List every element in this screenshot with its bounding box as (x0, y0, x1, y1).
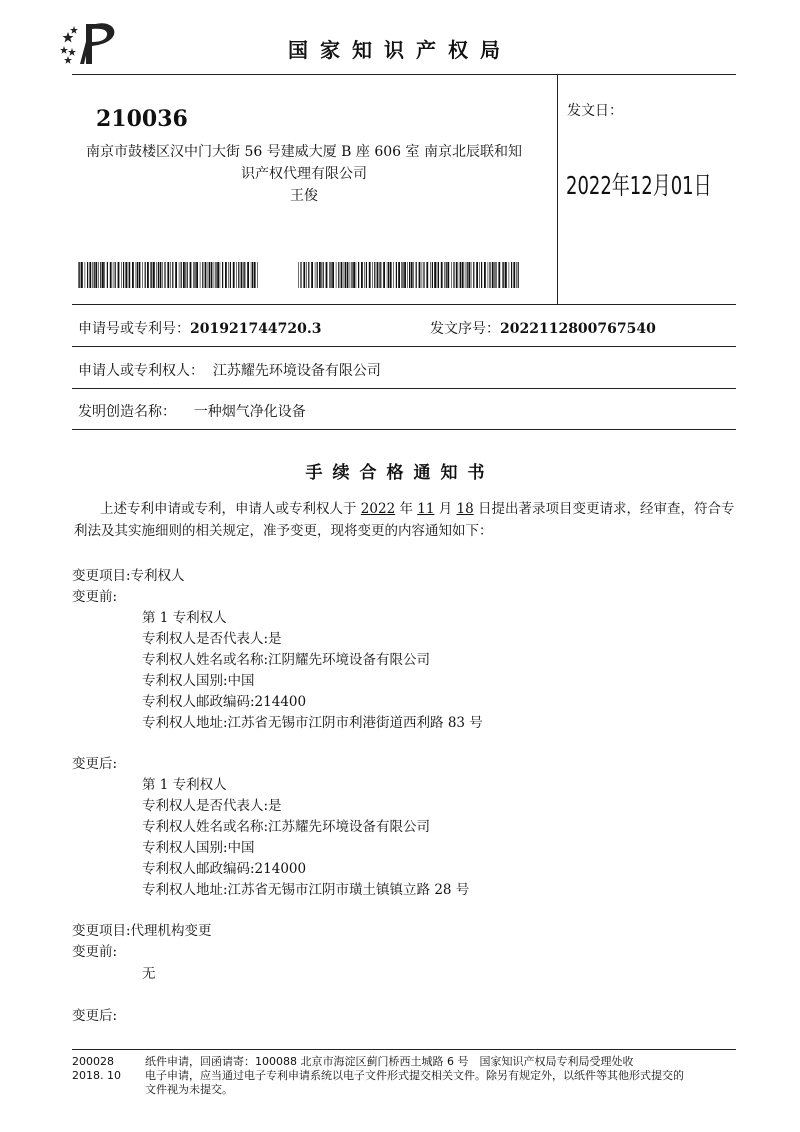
barcode-bar (185, 262, 186, 288)
change-2-after-label: 变更后: (72, 1008, 118, 1024)
barcode-bar (243, 262, 244, 288)
change-1-before-line: 第 1 专利权人 (142, 610, 227, 626)
recipient-name: 王俊 (290, 188, 318, 204)
barcode-bar (495, 262, 496, 288)
change-item-1: 变更项目:专利权人 (72, 568, 185, 584)
barcode-bar (356, 262, 357, 288)
applicant-label: 申请人或专利权人： (78, 363, 204, 379)
barcode-bar (345, 262, 346, 288)
recipient-address (84, 141, 524, 207)
barcode-bar (503, 262, 504, 288)
barcode-bar (79, 262, 80, 288)
barcode-bar (416, 262, 417, 288)
barcode-bar (87, 262, 88, 288)
barcode-bar (214, 262, 215, 288)
barcode-bar (317, 262, 318, 288)
barcode-bar (432, 262, 433, 288)
barcode-bar (361, 262, 363, 288)
barcode-bar (353, 262, 355, 288)
barcode-bar (330, 262, 331, 288)
barcode-bar (162, 262, 163, 288)
barcode-bar (303, 262, 305, 288)
barcode-bar (498, 262, 500, 288)
barcode-bar (202, 262, 203, 288)
barcode-bar (225, 262, 227, 288)
barcode-bar (380, 262, 381, 288)
header-rule (72, 74, 736, 75)
barcode-bar (247, 262, 249, 288)
notice-paragraph (74, 498, 740, 542)
year-unit: 年 (399, 501, 413, 517)
barcode-bar (220, 262, 221, 288)
change-1-before-line: 专利权人地址:江苏省无锡市江阴市利港街道西利路 83 号 (142, 715, 483, 731)
barcode-bar (215, 262, 216, 288)
barcode-bar (205, 262, 207, 288)
barcode-bar (151, 262, 152, 288)
barcode-bar (257, 262, 258, 288)
footer-line-2: 电子申请，应当通过电子专利申请系统以电子文件形式提交相关文件。除另有规定外，以纸件等其他形式提交的 (145, 1069, 684, 1082)
rule-2 (72, 346, 736, 347)
barcode-bar (306, 262, 307, 288)
barcode-bar (193, 262, 194, 288)
barcode-bar (125, 262, 127, 288)
office-title: 国家知识产权局 (288, 38, 512, 62)
barcode-bar (479, 262, 480, 288)
barcode-bar (129, 262, 130, 288)
barcode-bar (513, 262, 515, 288)
barcode-bar (92, 262, 93, 288)
barcode-bar (139, 262, 141, 288)
barcode-bar (467, 262, 468, 288)
barcode-bar (426, 262, 428, 288)
barcode-bar (244, 262, 245, 288)
barcode-bar (321, 262, 322, 288)
footer-line-3: 文件视为未提交。 (145, 1083, 233, 1096)
applicant-value: 江苏耀先环境设备有限公司 (212, 363, 381, 379)
barcode-bar (379, 262, 380, 288)
app-no-row (78, 318, 322, 338)
barcode-bar (153, 262, 155, 288)
barcode-bar (468, 262, 470, 288)
applicant-row (78, 360, 381, 380)
sent-date-label: 发文日： (567, 103, 623, 119)
barcode-bar (228, 262, 229, 288)
barcode-bar (404, 262, 406, 288)
request-month: 11 (417, 501, 435, 517)
barcode-bar (511, 262, 512, 288)
barcode-bar (150, 262, 151, 288)
barcode-bar (441, 262, 443, 288)
barcode-bar (102, 262, 104, 288)
barcode-bar (407, 262, 408, 288)
barcode-bar (170, 262, 171, 288)
rule-1 (72, 304, 736, 305)
barcode-bar (453, 262, 454, 288)
rule-3 (72, 388, 736, 389)
barcode-bar (451, 262, 452, 288)
barcode-bar (147, 262, 149, 288)
barcode-bar (200, 262, 201, 288)
address-line-2: 识产权代理有限公司 (241, 166, 367, 182)
para-suffix: 日提出著录项目变更请求，经审查，符合专利法及其实施细则的相关规定，准予变更，现将变更的内容通知如下： (74, 501, 735, 539)
sent-date-value: 2022年12月01日 (566, 171, 712, 200)
barcode-bar (350, 262, 351, 288)
request-day: 18 (456, 501, 474, 517)
barcode-bar (209, 262, 210, 288)
address-line-1: 南京市鼓楼区汉中门大街 56 号建威大厦 B 座 606 室 南京北辰联和知 (86, 144, 522, 160)
change-2-before-line: 无 (142, 966, 156, 982)
change-1-before-line: 专利权人姓名或名称:江阴耀先环境设备有限公司 (142, 652, 431, 668)
barcode-bar (430, 262, 431, 288)
barcode-bar (398, 262, 400, 288)
barcode-bar (217, 262, 219, 288)
footer-line-1: 纸件申请，回函请寄：100088 北京市海淀区蓟门桥西土城路 6 号 国家知识产权局专利局受理处收 (145, 1055, 634, 1068)
barcode-bar (132, 262, 134, 288)
barcode-bar (462, 262, 464, 288)
barcode-bar (336, 262, 337, 288)
barcode-bar (358, 262, 359, 288)
barcode-bar (100, 262, 101, 288)
change-1-after-line: 专利权人是否代表人:是 (142, 798, 282, 814)
barcode-bar (476, 262, 478, 288)
barcode-bar (372, 262, 373, 288)
change-1-after-line: 专利权人姓名或名称:江苏耀先环境设备有限公司 (142, 819, 431, 835)
barcode-bar (338, 262, 339, 288)
serial-row (430, 318, 656, 338)
barcode-bar (145, 262, 146, 288)
serial-label: 发文序号： (430, 321, 500, 337)
month-unit: 月 (438, 501, 453, 517)
barcode-bar (123, 262, 124, 288)
barcode-bar (311, 262, 313, 288)
footer-codes (72, 1055, 121, 1083)
barcode-bar (494, 262, 495, 288)
barcode-bar (167, 262, 169, 288)
barcode-bar (136, 262, 137, 288)
invention-label: 发明创造名称： (78, 404, 176, 420)
barcode-bar (194, 262, 195, 288)
barcode-bar (175, 262, 177, 288)
barcode-bar (95, 262, 97, 288)
barcode-bar (516, 262, 517, 288)
form-code: 200028 (72, 1055, 114, 1068)
barcode-bar (456, 262, 458, 288)
change-1-before-label: 变更前: (72, 589, 118, 605)
barcode-bar (437, 262, 438, 288)
notice-title: 手续合格通知书 (305, 463, 495, 483)
barcode-bar (222, 262, 223, 288)
barcode-bar (315, 262, 316, 288)
barcode-bar (505, 262, 507, 288)
barcode-bar (509, 262, 510, 288)
barcode-bar (181, 262, 182, 288)
barcode-bar (183, 262, 185, 288)
form-version: 2018. 10 (72, 1069, 121, 1082)
barcode-bar (254, 262, 256, 288)
barcode-bar (409, 262, 410, 288)
change-1-before-line: 专利权人国别:中国 (142, 673, 255, 689)
barcode-bar (434, 262, 436, 288)
barcode-bar (402, 262, 403, 288)
app-no-value: 201921744720.3 (190, 321, 322, 337)
change-1-after-label: 变更后: (72, 756, 118, 772)
barcode-bar (502, 262, 503, 288)
barcode-bar (374, 262, 375, 288)
change-1-after-line: 第 1 专利权人 (142, 777, 227, 793)
invention-row (78, 401, 306, 421)
barcode-bar (444, 262, 445, 288)
barcode-bar (411, 262, 413, 288)
barcode-bar (390, 262, 392, 288)
barcode-bar (172, 262, 173, 288)
change-1-before-line: 专利权人是否代表人:是 (142, 631, 282, 647)
app-no-label: 申请号或专利号： (78, 321, 190, 337)
barcode-bar (142, 262, 143, 288)
barcode-bar (489, 262, 490, 288)
barcode-bar (238, 262, 239, 288)
barcode-bar (164, 262, 165, 288)
barcode-bar (128, 262, 129, 288)
barcode-bar (326, 262, 328, 288)
change-1-after-line: 专利权人地址:江苏省无锡市江阴市璜土镇镇立路 28 号 (142, 882, 470, 898)
change-2-before-label: 变更前: (72, 944, 118, 960)
barcode-bar (300, 262, 301, 288)
barcode-bar (396, 262, 397, 288)
rule-4 (72, 429, 736, 430)
barcode-bar (323, 262, 324, 288)
barcode-bar (332, 262, 334, 288)
barcode-bar (252, 262, 253, 288)
barcode-bar (89, 262, 91, 288)
barcode-bar (473, 262, 474, 288)
barcode-bar (298, 262, 299, 288)
barcode-bar (158, 262, 159, 288)
change-item-2: 变更项目:代理机构变更 (72, 923, 212, 939)
change-1-after-line: 专利权人邮政编码:214000 (142, 861, 307, 877)
postcode: 210036 (96, 106, 188, 132)
barcode-bar (104, 262, 105, 288)
barcode-right (298, 262, 520, 288)
barcode-bar (236, 262, 237, 288)
barcode-bar (347, 262, 349, 288)
barcode-bar (351, 262, 352, 288)
barcode-bar (492, 262, 494, 288)
barcode-bar (387, 262, 388, 288)
barcode-bar (488, 262, 489, 288)
barcode-bar (187, 262, 188, 288)
barcode-bar (113, 262, 114, 288)
barcode-bar (233, 262, 235, 288)
barcode-bar (94, 262, 95, 288)
barcode-bar (156, 262, 157, 288)
barcode-bar (81, 262, 83, 288)
barcode-bar (160, 262, 162, 288)
barcode-bar (98, 262, 99, 288)
barcode-bar (190, 262, 192, 288)
barcode-bar (107, 262, 108, 288)
barcode-bar (459, 262, 460, 288)
barcode-bar (446, 262, 447, 288)
barcode-bar (481, 262, 482, 288)
barcode-bar (251, 262, 252, 288)
barcode-bar (364, 262, 365, 288)
para-prefix: 上述专利申请或专利，申请人或专利权人于 (100, 501, 357, 517)
barcode-bar (308, 262, 309, 288)
barcode-bar (383, 262, 385, 288)
barcode-bar (471, 262, 472, 288)
barcode-bar (438, 262, 439, 288)
barcode-bar (78, 262, 79, 288)
barcode-bar (230, 262, 231, 288)
barcode-bar (518, 262, 519, 288)
barcode-bar (319, 262, 321, 288)
barcode-bar (118, 262, 120, 288)
barcode-bar (121, 262, 122, 288)
barcode-bar (179, 262, 180, 288)
invention-value: 一种烟气净化设备 (193, 404, 306, 420)
barcode-bar (465, 262, 466, 288)
request-year: 2022 (360, 501, 396, 517)
barcode-bar (393, 262, 394, 288)
barcode-bar (329, 262, 330, 288)
barcode-bar (484, 262, 486, 288)
barcode-bar (85, 262, 86, 288)
barcode-bar (413, 262, 414, 288)
barcode-left (78, 262, 260, 288)
barcode-bar (115, 262, 116, 288)
barcode-bar (241, 262, 243, 288)
barcode-bar (341, 262, 343, 288)
barcode-bar (196, 262, 198, 288)
barcode-bar (460, 262, 461, 288)
footer-rule (72, 1049, 736, 1050)
barcode-bar (110, 262, 112, 288)
footer-notes (145, 1055, 745, 1097)
barcode-bar (423, 262, 424, 288)
change-1-after-line: 专利权人国别:中国 (142, 840, 255, 856)
barcode-bar (208, 262, 209, 288)
sent-date-divider (557, 74, 558, 304)
barcode-bar (422, 262, 423, 288)
barcode-bar (377, 262, 379, 288)
barcode-bar (388, 262, 389, 288)
barcode-bar (344, 262, 345, 288)
barcode-bar (369, 262, 371, 288)
barcode-bar (447, 262, 449, 288)
serial-value: 2022112800767540 (500, 321, 656, 337)
barcode-bar (211, 262, 213, 288)
barcode-bar (137, 262, 138, 288)
change-1-before-line: 专利权人邮政编码:214400 (142, 694, 307, 710)
barcode-bar (401, 262, 402, 288)
barcode-bar (419, 262, 421, 288)
barcode-bar (366, 262, 367, 288)
